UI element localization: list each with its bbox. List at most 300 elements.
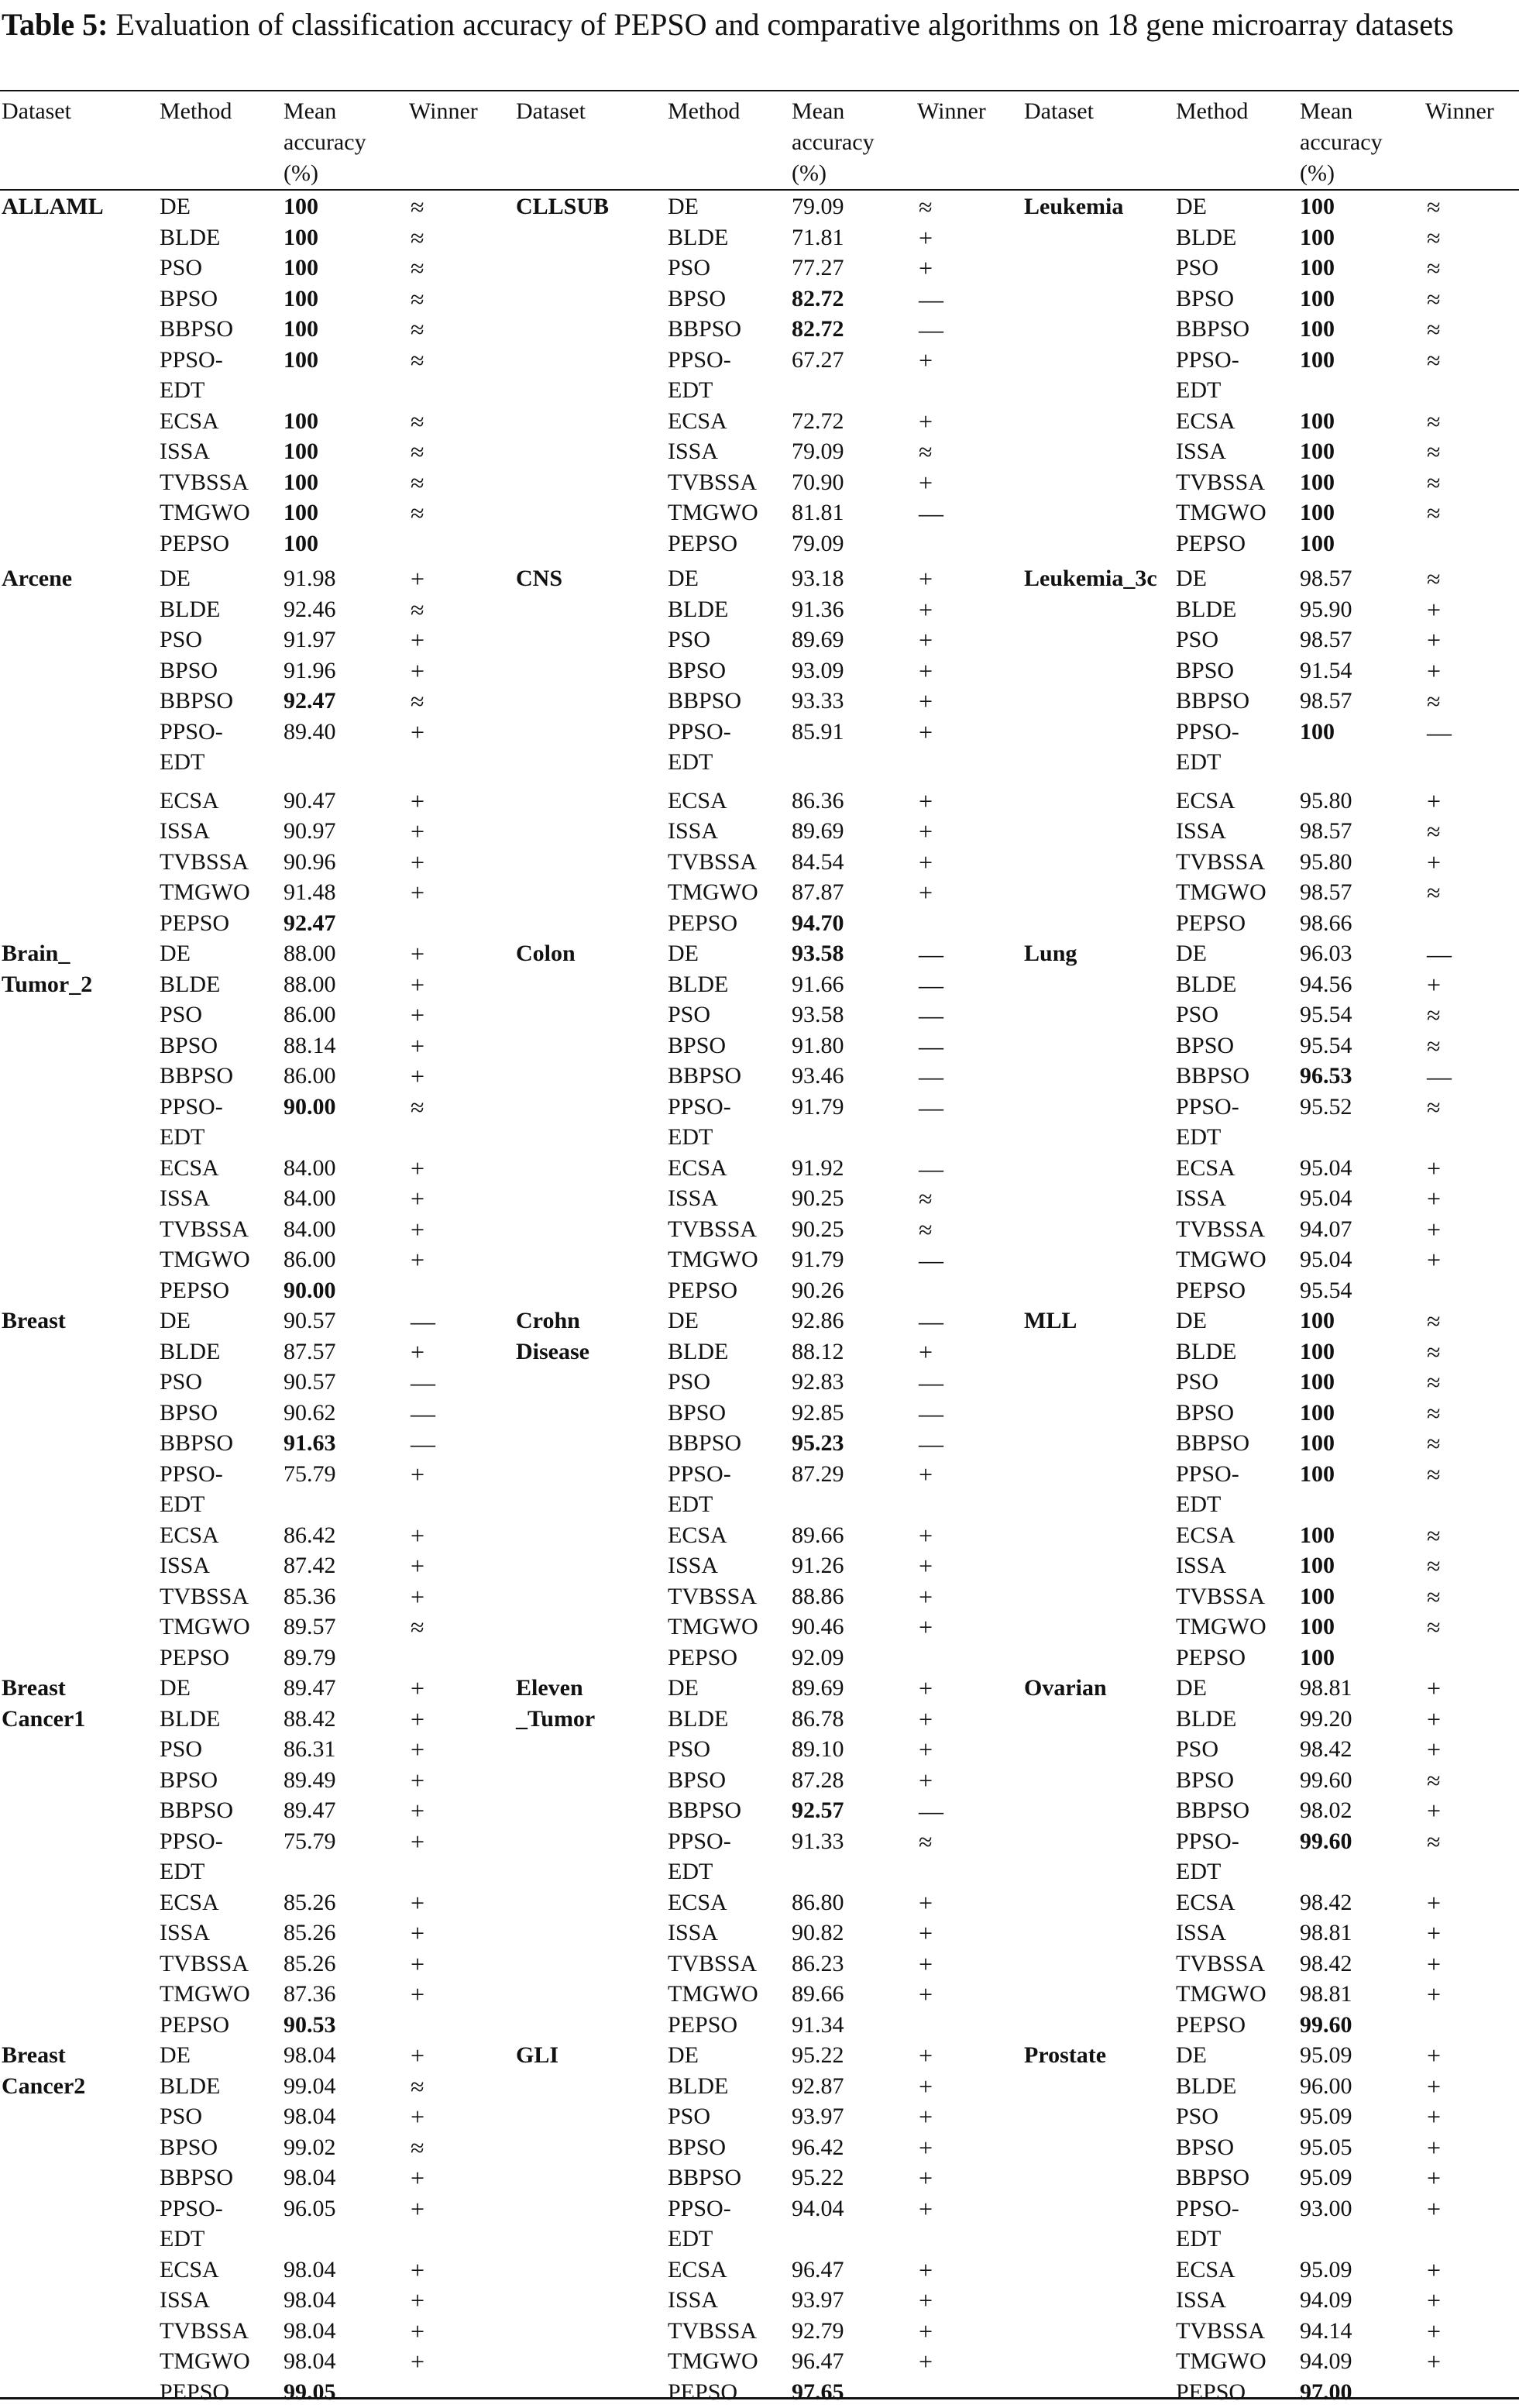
- accuracy-value: 98.04: [284, 2104, 336, 2129]
- method-name: TVBSSA: [160, 1950, 249, 1976]
- accuracy-value: 98.57: [1300, 879, 1352, 905]
- method-name: BPSO: [1176, 285, 1235, 311]
- accuracy-value: 93.46: [792, 1063, 844, 1089]
- winner-symbol: +: [919, 565, 933, 593]
- method-name: ISSA: [160, 1553, 211, 1578]
- method-name: ISSA: [668, 1553, 719, 1578]
- winner-symbol: +: [919, 2317, 933, 2345]
- method-name: DE: [160, 941, 191, 966]
- winner-symbol: ≈: [1427, 223, 1441, 252]
- method-name: PEPSO: [1176, 1277, 1246, 1303]
- winner-symbol: ≈: [411, 438, 424, 466]
- accuracy-value: 100: [284, 224, 318, 250]
- dataset-name: GLI: [516, 2042, 559, 2068]
- method-name: BLDE: [1176, 1338, 1237, 1364]
- method-name: BPSO: [1176, 1766, 1235, 1793]
- winner-symbol: ≈: [919, 1827, 933, 1856]
- top-rule: [0, 90, 1519, 91]
- accuracy-value: 94.56: [1300, 971, 1352, 997]
- winner-symbol: +: [1427, 1185, 1442, 1213]
- winner-symbol: +: [919, 1337, 933, 1366]
- method-name: TMGWO: [160, 879, 250, 905]
- method-name: ECSA: [668, 408, 727, 434]
- winner-symbol: +: [1427, 1797, 1442, 1825]
- winner-symbol: +: [1427, 2286, 1442, 2314]
- accuracy-value: 95.54: [1300, 1032, 1352, 1058]
- accuracy-value: 98.57: [1300, 688, 1352, 714]
- method-name: EDT: [160, 2226, 205, 2251]
- method-name: ISSA: [668, 1185, 719, 1211]
- method-name: BBPSO: [160, 1797, 234, 1823]
- accuracy-value: 95.04: [1300, 1247, 1352, 1272]
- winner-symbol: +: [919, 2133, 933, 2162]
- method-name: ECSA: [1176, 787, 1235, 814]
- winner-symbol: +: [919, 2194, 933, 2223]
- method-name: BLDE: [1176, 596, 1237, 622]
- winner-symbol: +: [1427, 2255, 1442, 2284]
- winner-symbol: +: [919, 848, 933, 876]
- winner-symbol: +: [919, 2255, 933, 2284]
- winner-symbol: +: [919, 2286, 933, 2314]
- accuracy-value: 88.00: [284, 971, 336, 997]
- accuracy-value: 90.25: [792, 1185, 844, 1211]
- method-name: ECSA: [1176, 408, 1235, 434]
- accuracy-value: 91.33: [792, 1828, 844, 1854]
- accuracy-value: 96.00: [1300, 2073, 1352, 2099]
- method-name: BBPSO: [1176, 1430, 1250, 1456]
- method-name: BBPSO: [160, 1430, 234, 1456]
- winner-symbol: +: [411, 1215, 425, 1244]
- table-title: Evaluation of classification accuracy of PEPSO and comparative algorithms on 18 gene microarray datasets: [115, 7, 1454, 42]
- accuracy-value: 85.26: [284, 1950, 336, 1976]
- accuracy-value: 91.63: [284, 1430, 336, 1456]
- method-name: TMGWO: [160, 1247, 250, 1272]
- winner-symbol: +: [1427, 626, 1442, 654]
- winner-symbol: ≈: [411, 284, 424, 313]
- accuracy-value: 100: [284, 316, 318, 342]
- method-name: BLDE: [668, 224, 729, 250]
- method-name: PSO: [668, 1002, 711, 1027]
- method-name: BBPSO: [1176, 316, 1250, 342]
- method-name: PSO: [1176, 1736, 1219, 1762]
- winner-symbol: +: [411, 1797, 425, 1825]
- accuracy-value: 93.58: [792, 941, 844, 966]
- accuracy-value: 90.97: [284, 818, 336, 844]
- accuracy-value: 79.09: [792, 439, 844, 464]
- winner-symbol: ≈: [1427, 1429, 1441, 1457]
- accuracy-value: 89.69: [792, 818, 844, 844]
- winner-symbol: +: [411, 717, 425, 746]
- accuracy-value: 88.12: [792, 1338, 844, 1364]
- method-name: BLDE: [160, 224, 221, 250]
- method-name: PSO: [668, 1736, 711, 1762]
- method-name: PPSO-: [668, 1093, 731, 1120]
- winner-symbol: +: [919, 656, 933, 685]
- accuracy-value: 86.00: [284, 1247, 336, 1272]
- winner-symbol: +: [411, 1949, 425, 1978]
- method-name: PSO: [160, 1736, 203, 1762]
- method-name: ISSA: [1176, 1553, 1227, 1578]
- method-name: BBPSO: [1176, 1063, 1250, 1089]
- accuracy-value: 94.09: [1300, 2287, 1352, 2313]
- accuracy-value: 86.31: [284, 1736, 336, 1762]
- winner-symbol: +: [411, 1919, 425, 1947]
- winner-symbol: ≈: [919, 1185, 933, 1213]
- dataset-name: Brain_: [2, 941, 70, 966]
- winner-symbol: ≈: [1427, 193, 1441, 221]
- dataset-name: MLL: [1024, 1308, 1077, 1333]
- winner-symbol: +: [1427, 848, 1442, 876]
- winner-symbol: ≈: [919, 1215, 933, 1244]
- winner-symbol: +: [411, 2286, 425, 2314]
- accuracy-value: 100: [1300, 316, 1335, 342]
- method-name: ECSA: [1176, 1889, 1235, 1915]
- accuracy-value: 91.79: [792, 1093, 844, 1120]
- winner-symbol: ≈: [411, 254, 424, 282]
- accuracy-value: 93.33: [792, 688, 844, 714]
- accuracy-value: 94.09: [1300, 2348, 1352, 2374]
- method-name: BLDE: [160, 1705, 221, 1732]
- method-name: BPSO: [1176, 657, 1235, 683]
- accuracy-value: 91.48: [284, 879, 336, 905]
- accuracy-value: 92.47: [284, 910, 336, 936]
- accuracy-value: 92.47: [284, 688, 336, 714]
- accuracy-value: 98.02: [1300, 1797, 1352, 1823]
- method-name: PEPSO: [668, 1644, 738, 1670]
- accuracy-value: 84.00: [284, 1185, 336, 1211]
- accuracy-value: 97.65: [792, 2379, 844, 2405]
- accuracy-value: 88.14: [284, 1032, 336, 1058]
- accuracy-value: 70.90: [792, 469, 844, 495]
- accuracy-value: 98.04: [284, 2042, 336, 2068]
- accuracy-value: 92.85: [792, 1399, 844, 1426]
- winner-symbol: ≈: [1427, 499, 1441, 527]
- accuracy-value: 91.36: [792, 596, 844, 622]
- method-name: DE: [668, 566, 699, 591]
- dataset-name: Colon: [516, 941, 576, 966]
- accuracy-value: 100: [1300, 1338, 1335, 1364]
- method-name: PPSO-: [1176, 718, 1239, 745]
- winner-symbol: +: [919, 1980, 933, 2008]
- accuracy-value: 79.09: [792, 194, 844, 219]
- method-name: EDT: [160, 1491, 205, 1517]
- method-name: PEPSO: [160, 910, 230, 936]
- dataset-name: Eleven: [516, 1675, 583, 1701]
- method-name: DE: [668, 941, 699, 966]
- winner-symbol: +: [1427, 1980, 1442, 2008]
- accuracy-value: 99.60: [1300, 1766, 1352, 1793]
- accuracy-value: 88.42: [284, 1705, 336, 1732]
- method-name: PEPSO: [160, 1644, 230, 1670]
- method-name: PSO: [668, 627, 711, 652]
- method-name: DE: [160, 1675, 191, 1701]
- winner-symbol: +: [411, 1705, 425, 1733]
- accuracy-value: 67.27: [792, 346, 844, 373]
- winner-symbol: +: [411, 656, 425, 685]
- winner-symbol: —: [1427, 1062, 1452, 1090]
- method-name: ECSA: [668, 2256, 727, 2282]
- method-name: ECSA: [1176, 2256, 1235, 2282]
- header-method-3: Method: [1176, 98, 1249, 124]
- method-name: TVBSSA: [160, 1583, 249, 1609]
- accuracy-value: 90.57: [284, 1308, 336, 1333]
- accuracy-value: 93.09: [792, 657, 844, 683]
- winner-symbol: +: [1427, 2042, 1442, 2069]
- method-name: EDT: [1176, 2226, 1222, 2251]
- accuracy-value: 72.72: [792, 408, 844, 434]
- method-name: DE: [668, 2042, 699, 2068]
- header-method-2: Method: [668, 98, 741, 124]
- accuracy-value: 94.70: [792, 910, 844, 936]
- winner-symbol: ≈: [1427, 284, 1441, 313]
- method-name: PEPSO: [160, 2011, 230, 2038]
- winner-symbol: +: [411, 1154, 425, 1182]
- method-name: PEPSO: [668, 2011, 738, 2038]
- accuracy-value: 91.96: [284, 657, 336, 683]
- winner-symbol: ≈: [1427, 1521, 1441, 1550]
- method-name: TVBSSA: [1176, 469, 1266, 495]
- method-name: TVBSSA: [1176, 1583, 1266, 1609]
- accuracy-value: 100: [1300, 439, 1335, 464]
- winner-symbol: ≈: [1427, 687, 1441, 715]
- accuracy-value: 98.57: [1300, 566, 1352, 591]
- method-name: PPSO-: [668, 1828, 731, 1854]
- winner-symbol: +: [411, 817, 425, 845]
- method-name: DE: [1176, 2042, 1207, 2068]
- winner-symbol: ≈: [1427, 438, 1441, 466]
- winner-symbol: ≈: [1427, 1460, 1441, 1488]
- accuracy-value: 93.00: [1300, 2195, 1352, 2221]
- method-name: ECSA: [160, 1522, 219, 1548]
- method-name: BBPSO: [668, 2165, 742, 2190]
- method-name: EDT: [160, 1124, 205, 1150]
- winner-symbol: ≈: [411, 407, 424, 435]
- accuracy-value: 89.10: [792, 1736, 844, 1762]
- winner-symbol: +: [411, 2194, 425, 2223]
- method-name: PPSO-: [160, 1093, 223, 1120]
- winner-symbol: +: [919, 786, 933, 815]
- winner-symbol: —: [919, 1062, 943, 1090]
- winner-symbol: ≈: [919, 193, 933, 221]
- accuracy-value: 95.09: [1300, 2104, 1352, 2129]
- method-name: PSO: [1176, 1369, 1219, 1395]
- winner-symbol: ≈: [1427, 1001, 1441, 1029]
- accuracy-value: 91.80: [792, 1032, 844, 1058]
- winner-symbol: +: [1427, 2072, 1442, 2100]
- accuracy-value: 96.03: [1300, 941, 1352, 966]
- method-name: BLDE: [668, 971, 729, 997]
- winner-symbol: ≈: [411, 687, 424, 715]
- winner-symbol: ≈: [411, 468, 424, 497]
- method-name: TMGWO: [1176, 2348, 1266, 2374]
- method-name: BBPSO: [668, 1063, 742, 1089]
- accuracy-value: 95.09: [1300, 2256, 1352, 2282]
- winner-symbol: ≈: [411, 346, 424, 374]
- method-name: EDT: [160, 749, 205, 775]
- winner-symbol: ≈: [1427, 1031, 1441, 1060]
- header-method-1: Method: [160, 98, 232, 124]
- accuracy-value: 90.53: [284, 2011, 336, 2038]
- winner-symbol: ≈: [1427, 346, 1441, 374]
- accuracy-value: 90.96: [284, 848, 336, 875]
- winner-symbol: +: [411, 2164, 425, 2192]
- winner-symbol: ≈: [411, 595, 424, 624]
- winner-symbol: —: [919, 1092, 943, 1121]
- winner-symbol: +: [919, 687, 933, 715]
- accuracy-value: 100: [284, 530, 318, 556]
- winner-symbol: +: [919, 468, 933, 497]
- method-name: PEPSO: [668, 530, 738, 556]
- method-name: PEPSO: [160, 1277, 230, 1303]
- accuracy-value: 87.28: [792, 1766, 844, 1793]
- winner-symbol: +: [919, 817, 933, 845]
- winner-symbol: ≈: [1427, 1092, 1441, 1121]
- method-name: PEPSO: [1176, 910, 1246, 936]
- accuracy-value: 84.00: [284, 1154, 336, 1181]
- accuracy-value: 100: [1300, 530, 1335, 556]
- method-name: EDT: [1176, 1124, 1222, 1150]
- header-accuracy-1: Mean accuracy (%): [284, 98, 366, 186]
- dataset-name: ALLAML: [2, 194, 104, 219]
- method-name: BPSO: [160, 2134, 218, 2160]
- method-name: PEPSO: [668, 910, 738, 936]
- winner-symbol: ≈: [1427, 1613, 1441, 1641]
- accuracy-value: 85.91: [792, 718, 844, 745]
- accuracy-value: 81.81: [792, 500, 844, 525]
- method-name: BPSO: [668, 1766, 727, 1793]
- winner-symbol: ≈: [411, 223, 424, 252]
- accuracy-value: 95.22: [792, 2042, 844, 2068]
- winner-symbol: ≈: [1427, 1398, 1441, 1427]
- method-name: BPSO: [160, 657, 218, 683]
- accuracy-value: 96.47: [792, 2256, 844, 2282]
- dataset-name: _Tumor: [516, 1705, 596, 1732]
- method-name: TVBSSA: [1176, 848, 1266, 875]
- method-name: DE: [1176, 1675, 1207, 1701]
- method-name: PPSO-: [668, 718, 731, 745]
- method-name: DE: [160, 566, 191, 591]
- method-name: ISSA: [1176, 818, 1227, 844]
- header-dataset-2: Dataset: [516, 98, 586, 124]
- winner-symbol: +: [411, 1766, 425, 1794]
- winner-symbol: +: [919, 346, 933, 374]
- method-name: ECSA: [668, 787, 727, 814]
- method-name: ECSA: [160, 2256, 219, 2282]
- winner-symbol: —: [919, 1154, 943, 1182]
- accuracy-value: 90.57: [284, 1369, 336, 1395]
- accuracy-value: 100: [284, 346, 318, 373]
- winner-symbol: +: [411, 1062, 425, 1090]
- winner-symbol: ≈: [1427, 254, 1441, 282]
- method-name: BLDE: [160, 971, 221, 997]
- winner-symbol: ≈: [919, 438, 933, 466]
- accuracy-value: 85.36: [284, 1583, 336, 1609]
- winner-symbol: +: [919, 407, 933, 435]
- method-name: ISSA: [1176, 439, 1227, 464]
- method-name: BPSO: [668, 2134, 727, 2160]
- accuracy-value: 94.04: [792, 2195, 844, 2221]
- method-name: PSO: [668, 1369, 711, 1395]
- accuracy-value: 100: [284, 439, 318, 464]
- accuracy-value: 88.00: [284, 941, 336, 966]
- accuracy-value: 92.87: [792, 2073, 844, 2099]
- method-name: TVBSSA: [160, 2317, 249, 2344]
- method-name: EDT: [1176, 749, 1222, 775]
- winner-symbol: —: [919, 315, 943, 343]
- accuracy-value: 91.92: [792, 1154, 844, 1181]
- method-name: ECSA: [1176, 1522, 1235, 1548]
- accuracy-value: 90.00: [284, 1277, 336, 1303]
- winner-symbol: —: [919, 1429, 943, 1457]
- method-name: BPSO: [160, 1399, 218, 1426]
- accuracy-value: 95.52: [1300, 1093, 1352, 1120]
- accuracy-value: 89.79: [284, 1644, 336, 1670]
- method-name: TVBSSA: [668, 1950, 758, 1976]
- winner-symbol: +: [411, 1001, 425, 1029]
- accuracy-value: 95.90: [1300, 596, 1352, 622]
- method-name: BLDE: [1176, 2073, 1237, 2099]
- method-name: TMGWO: [1176, 1614, 1266, 1639]
- accuracy-value: 89.66: [792, 1522, 844, 1548]
- method-name: ISSA: [160, 1920, 211, 1945]
- winner-symbol: —: [919, 1368, 943, 1396]
- accuracy-value: 100: [284, 285, 318, 311]
- accuracy-value: 98.04: [284, 2317, 336, 2344]
- accuracy-value: 98.81: [1300, 1981, 1352, 2007]
- method-name: TVBSSA: [160, 848, 249, 875]
- winner-symbol: +: [919, 1521, 933, 1550]
- accuracy-value: 100: [1300, 1460, 1335, 1487]
- winner-symbol: —: [919, 970, 943, 999]
- method-name: PPSO-: [668, 2195, 731, 2221]
- accuracy-value: 87.42: [284, 1553, 336, 1578]
- winner-symbol: +: [1427, 970, 1442, 999]
- method-name: BLDE: [668, 596, 729, 622]
- method-name: EDT: [160, 1859, 205, 1884]
- winner-symbol: ≈: [411, 1613, 424, 1641]
- accuracy-value: 94.07: [1300, 1216, 1352, 1242]
- accuracy-value: 91.98: [284, 566, 336, 591]
- winner-symbol: +: [1427, 1888, 1442, 1917]
- method-name: EDT: [668, 1859, 713, 1884]
- method-name: BPSO: [160, 285, 218, 311]
- method-name: EDT: [1176, 1491, 1222, 1517]
- method-name: DE: [1176, 566, 1207, 591]
- method-name: PPSO-: [160, 346, 223, 373]
- accuracy-value: 91.34: [792, 2011, 844, 2038]
- winner-symbol: +: [411, 1735, 425, 1763]
- accuracy-value: 86.23: [792, 1950, 844, 1976]
- method-name: ISSA: [160, 818, 211, 844]
- method-name: BPSO: [1176, 1032, 1235, 1058]
- method-name: ECSA: [668, 1154, 727, 1181]
- dataset-name: Prostate: [1024, 2042, 1107, 2068]
- winner-symbol: +: [919, 254, 933, 282]
- method-name: TVBSSA: [1176, 1216, 1266, 1242]
- winner-symbol: —: [919, 284, 943, 313]
- accuracy-value: 93.18: [792, 566, 844, 591]
- method-name: PPSO-: [160, 718, 223, 745]
- accuracy-value: 93.97: [792, 2287, 844, 2313]
- method-name: PPSO-: [1176, 346, 1239, 373]
- method-name: BLDE: [1176, 224, 1237, 250]
- accuracy-value: 95.54: [1300, 1277, 1352, 1303]
- dataset-name: Arcene: [2, 566, 73, 591]
- method-name: PSO: [160, 255, 203, 280]
- method-name: BLDE: [668, 1338, 729, 1364]
- accuracy-value: 90.47: [284, 787, 336, 814]
- winner-symbol: —: [1427, 940, 1452, 968]
